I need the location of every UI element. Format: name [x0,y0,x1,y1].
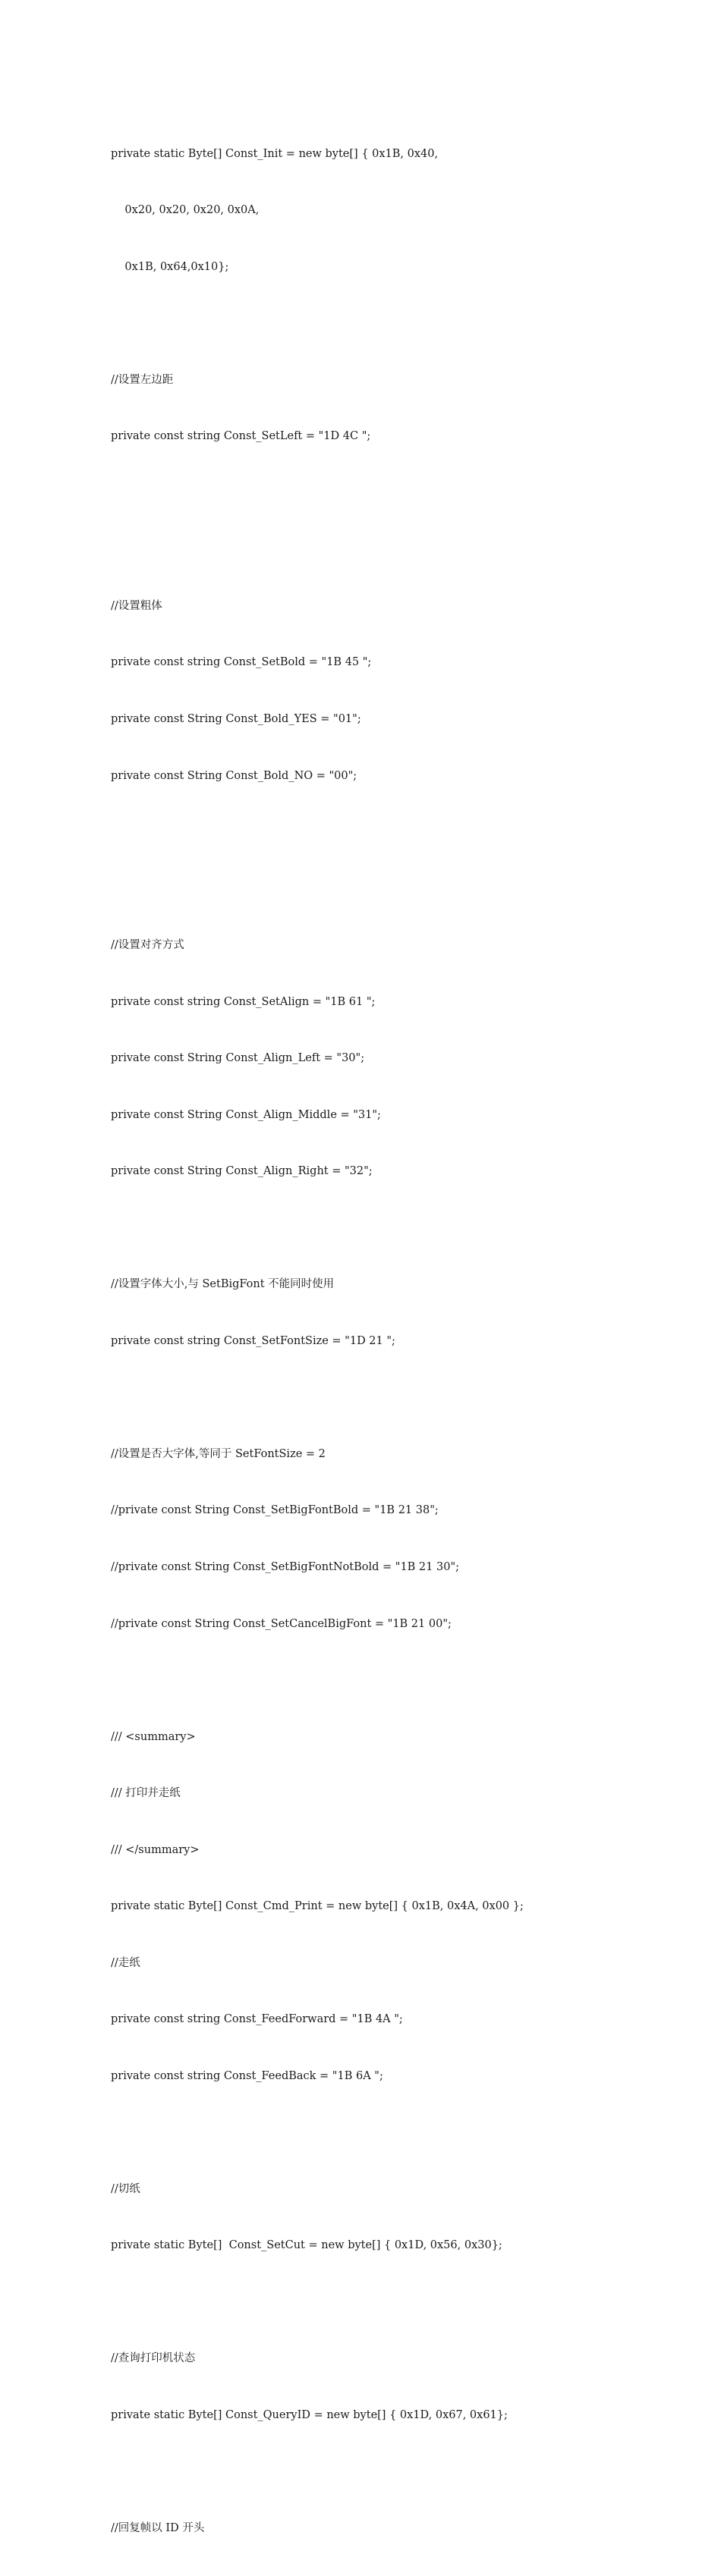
comment-line: //设置左边距 [111,373,174,386]
doc-comment-line: /// <summary> [111,1730,196,1743]
code-line: private const string Const_SetFontSize = "1D 21 "; [111,1334,395,1347]
code-line: private const string Const_SetAlign = "1B 61 "; [111,995,376,1008]
code-line: private static Byte[] Const_QueryID = new byte[] { 0x1D, 0x67, 0x61}; [111,2408,508,2421]
doc-comment-line: /// 打印并走纸 [111,1787,181,1800]
code-line: private static Byte[] Const_Cmd_Print = new byte[] { 0x1B, 0x4A, 0x00 }; [111,1900,524,1913]
comment-line: //回复帧以 ID 开头 [111,2522,205,2534]
blank-line [111,314,703,333]
comment-line: //走纸 [111,1956,140,1969]
code-line: private const String Const_Align_Right = "32"; [111,1165,373,1178]
blank-line [111,880,703,899]
code-line: private const String Const_Bold_NO = "00"; [111,769,357,782]
code-line: private const String Const_Bold_YES = "01"; [111,713,361,725]
blank-line [111,2293,703,2312]
blank-line [111,2123,703,2142]
blank-line [111,1219,703,1238]
blank-line [111,540,703,559]
code-line: private const String Const_Align_Left = "30"; [111,1052,365,1065]
comment-line: //设置对齐方式 [111,939,184,952]
code-line: private const string Const_SetBold = "1B 45 "; [111,656,372,669]
code-line: 0x1B, 0x64,0x10}; [111,260,229,273]
comment-line: //设置是否大字体,等同于 SetFontSize = 2 [111,1447,326,1460]
blank-line [111,1671,703,1690]
code-line: 0x20, 0x20, 0x20, 0x0A, [111,204,260,217]
comment-line: //查询打印机状态 [111,2352,196,2365]
code-line: private const string Const_FeedBack = "1B 6A "; [111,2069,383,2082]
blank-line [111,823,703,842]
code-line: private static Byte[] Const_SetCut = new byte[] { 0x1D, 0x56, 0x30}; [111,2239,502,2252]
doc-comment-line: /// </summary> [111,1843,200,1856]
code-line: private const String Const_Align_Middle = "31"; [111,1108,381,1121]
blank-line [111,2462,703,2481]
comment-line: //设置字体大小,与 SetBigFont 不能同时使用 [111,1278,335,1291]
blank-line [111,1388,703,1407]
comment-line: //设置粗体 [111,599,162,612]
code-line: private const string Const_FeedForward = "1B 4A "; [111,2013,403,2026]
comment-line: //private const String Const_SetBigFontBold = "1B 21 38"; [111,1504,439,1517]
code-line: private const string Const_SetLeft = "1D 4C "; [111,430,371,443]
comment-line: //切纸 [111,2182,140,2195]
blank-line [111,484,703,503]
comment-line: //private const String Const_SetCancelBigFont = "1B 21 00"; [111,1617,452,1630]
code-listing [111,107,703,2576]
comment-line: //private const String Const_SetBigFontNotBold = "1B 21 30"; [111,1560,460,1573]
code-line: private static Byte[] Const_Init = new byte[] { 0x1B, 0x40, [111,147,439,160]
